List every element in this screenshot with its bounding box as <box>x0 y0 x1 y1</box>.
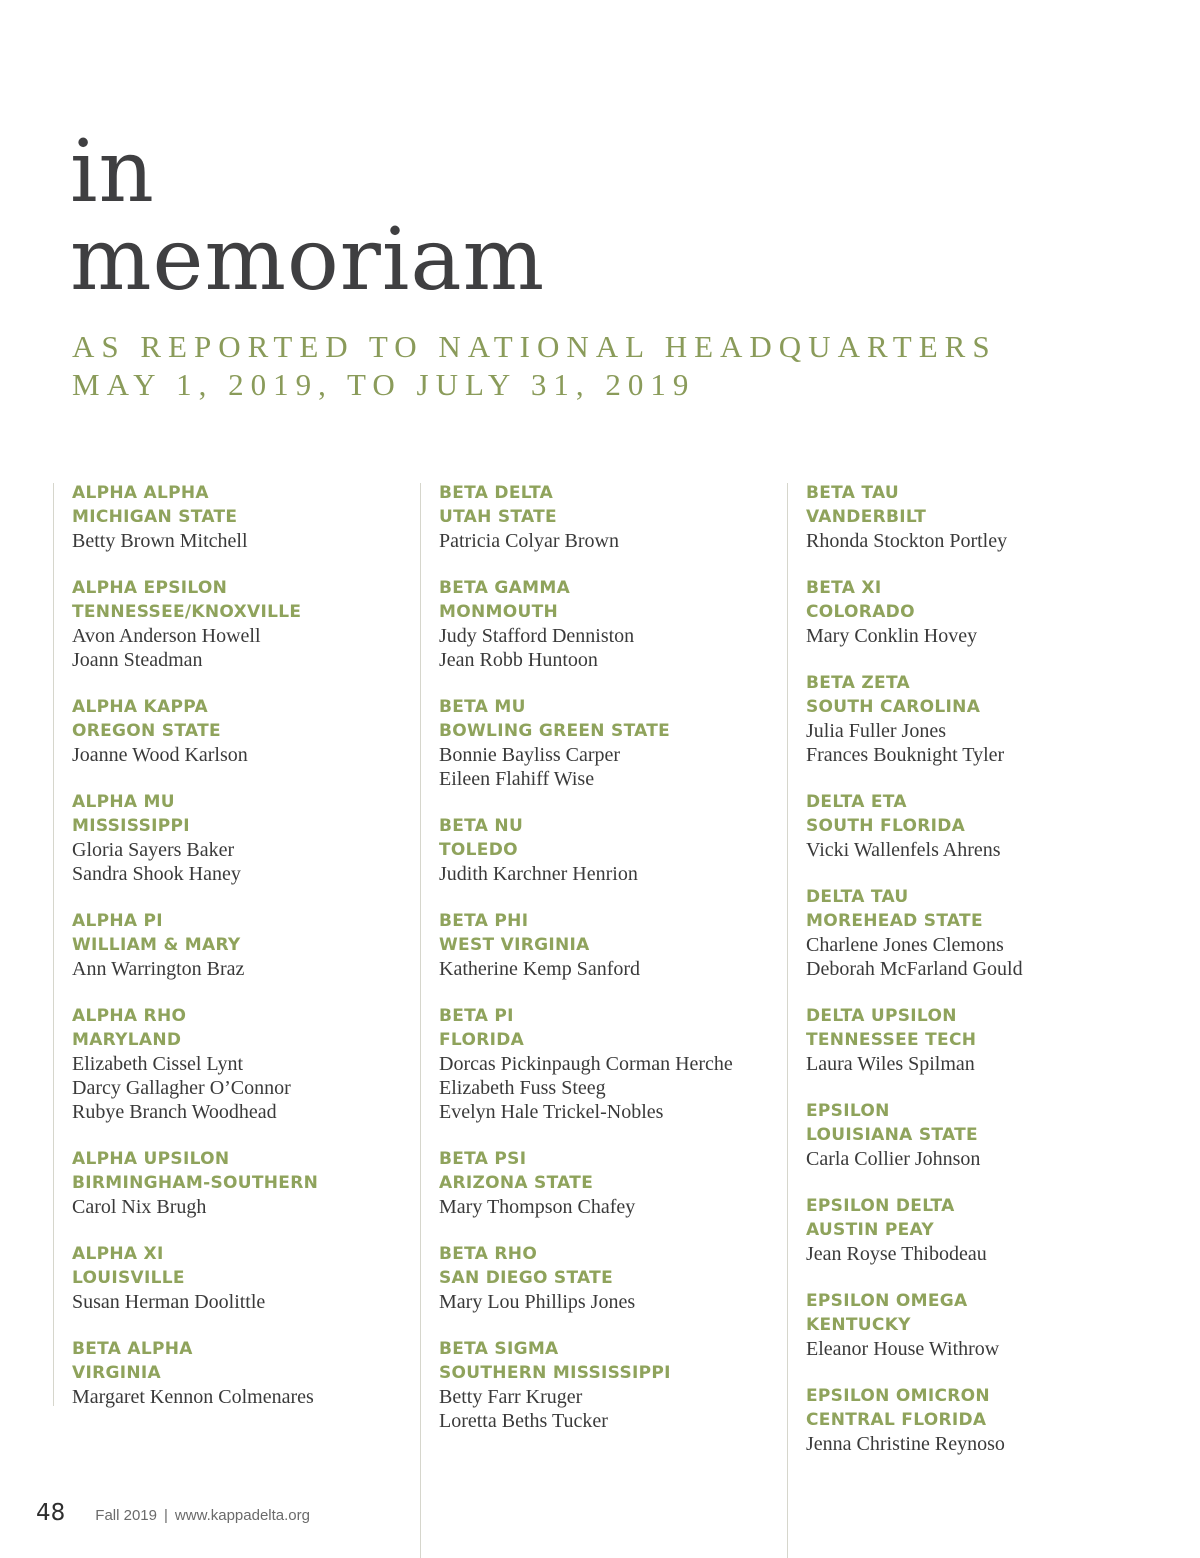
chapter-name: ALPHA RHO <box>72 1006 187 1026</box>
memorial-column-1 <box>72 481 417 1432</box>
school-name: SOUTH FLORIDA <box>806 816 966 836</box>
school-name: BIRMINGHAM-SOUTHERN <box>72 1173 319 1193</box>
column-divider-2 <box>420 483 421 1558</box>
member-name: Susan Herman Doolittle <box>72 1291 266 1313</box>
member-name: Deborah McFarland Gould <box>806 958 1023 980</box>
chapter-name: DELTA UPSILON <box>806 1006 957 1026</box>
chapter-entry <box>72 576 417 672</box>
subtitle-line-2: MAY 1, 2019, TO JULY 31, 2019 <box>72 367 696 402</box>
member-name: Laura Wiles Spilman <box>806 1053 975 1075</box>
chapter-entry <box>439 1004 784 1124</box>
chapter-name: EPSILON <box>806 1101 890 1121</box>
member-name: Joanne Wood Karlson <box>72 744 248 766</box>
school-name: TENNESSEE/KNOXVILLE <box>72 602 302 622</box>
member-name: Betty Brown Mitchell <box>72 530 248 552</box>
chapter-entry <box>806 885 1151 981</box>
chapter-entry <box>72 1242 417 1314</box>
chapter-entry <box>806 1099 1151 1171</box>
member-name: Sandra Shook Haney <box>72 863 241 885</box>
chapter-name: ALPHA UPSILON <box>72 1149 230 1169</box>
chapter-name: BETA PSI <box>439 1149 527 1169</box>
chapter-name: BETA SIGMA <box>439 1339 559 1359</box>
subtitle <box>72 328 997 404</box>
member-name: Charlene Jones Clemons <box>806 934 1004 956</box>
school-name: WEST VIRGINIA <box>439 935 590 955</box>
member-name: Mary Lou Phillips Jones <box>439 1291 636 1313</box>
page-number: 48 <box>36 1500 66 1526</box>
school-name: SOUTH CAROLINA <box>806 697 981 717</box>
chapter-name: BETA PHI <box>439 911 529 931</box>
member-name: Betty Farr Kruger <box>439 1386 583 1408</box>
school-name: LOUISVILLE <box>72 1268 185 1288</box>
school-name: VIRGINIA <box>72 1363 161 1383</box>
issue-label: Fall 2019 <box>95 1507 157 1524</box>
member-name: Rubye Branch Woodhead <box>72 1101 277 1123</box>
chapter-name: BETA XI <box>806 578 882 598</box>
chapter-name: ALPHA MU <box>72 792 175 812</box>
memorial-column-3 <box>806 481 1151 1479</box>
member-name: Elizabeth Cissel Lynt <box>72 1053 244 1075</box>
chapter-entry <box>439 1337 784 1433</box>
member-name: Carol Nix Brugh <box>72 1196 207 1218</box>
member-name: Jean Royse Thibodeau <box>806 1243 987 1265</box>
school-name: KENTUCKY <box>806 1315 911 1335</box>
school-name: TOLEDO <box>439 840 518 860</box>
chapter-entry <box>806 481 1151 553</box>
member-name: Elizabeth Fuss Steeg <box>439 1077 606 1099</box>
member-name: Evelyn Hale Trickel-Nobles <box>439 1101 664 1123</box>
member-name: Vicki Wallenfels Ahrens <box>806 839 1001 861</box>
chapter-entry <box>806 1004 1151 1076</box>
chapter-entry <box>72 1147 417 1219</box>
member-name: Gloria Sayers Baker <box>72 839 235 861</box>
chapter-entry <box>72 909 417 981</box>
school-name: ARIZONA STATE <box>439 1173 594 1193</box>
column-divider-3 <box>787 483 788 1558</box>
chapter-name: ALPHA PI <box>72 911 163 931</box>
chapter-entry <box>72 695 417 767</box>
school-name: WILLIAM & MARY <box>72 935 241 955</box>
website-link[interactable]: www.kappadelta.org <box>174 1507 310 1524</box>
member-name: Judy Stafford Denniston <box>439 625 635 647</box>
footer-separator: | <box>164 1507 168 1524</box>
chapter-name: BETA GAMMA <box>439 578 571 598</box>
chapter-name: DELTA ETA <box>806 792 907 812</box>
chapter-name: EPSILON OMICRON <box>806 1386 990 1406</box>
chapter-entry <box>439 695 784 791</box>
member-name: Avon Anderson Howell <box>72 625 261 647</box>
chapter-name: BETA DELTA <box>439 483 554 503</box>
member-name: Joann Steadman <box>72 649 203 671</box>
chapter-entry <box>439 576 784 672</box>
member-name: Mary Conklin Hovey <box>806 625 978 647</box>
chapter-entry <box>439 909 784 981</box>
member-name: Loretta Beths Tucker <box>439 1410 608 1432</box>
member-name: Ann Warrington Braz <box>72 958 245 980</box>
school-name: AUSTIN PEAY <box>806 1220 934 1240</box>
chapter-entry <box>72 790 417 886</box>
page-title <box>70 122 546 310</box>
school-name: TENNESSEE TECH <box>806 1030 977 1050</box>
column-divider-1 <box>53 483 54 1406</box>
member-name: Patricia Colyar Brown <box>439 530 619 552</box>
chapter-name: BETA RHO <box>439 1244 538 1264</box>
member-name: Eleanor House Withrow <box>806 1338 1000 1360</box>
chapter-name: BETA PI <box>439 1006 514 1026</box>
school-name: LOUISIANA STATE <box>806 1125 978 1145</box>
chapter-name: EPSILON OMEGA <box>806 1291 968 1311</box>
school-name: FLORIDA <box>439 1030 525 1050</box>
member-name: Carla Collier Johnson <box>806 1148 981 1170</box>
school-name: MISSISSIPPI <box>72 816 190 836</box>
member-name: Judith Karchner Henrion <box>439 863 638 885</box>
chapter-name: ALPHA ALPHA <box>72 483 209 503</box>
memorial-column-2 <box>439 481 784 1456</box>
chapter-entry <box>439 1242 784 1314</box>
member-name: Frances Bouknight Tyler <box>806 744 1005 766</box>
chapter-entry <box>72 1337 417 1409</box>
member-name: Jenna Christine Reynoso <box>806 1433 1005 1455</box>
school-name: SAN DIEGO STATE <box>439 1268 613 1288</box>
member-name: Mary Thompson Chafey <box>439 1196 636 1218</box>
chapter-name: BETA ZETA <box>806 673 910 693</box>
member-name: Julia Fuller Jones <box>806 720 946 742</box>
school-name: UTAH STATE <box>439 507 557 527</box>
chapter-name: EPSILON DELTA <box>806 1196 955 1216</box>
school-name: MONMOUTH <box>439 602 558 622</box>
chapter-name: ALPHA XI <box>72 1244 164 1264</box>
chapter-entry <box>806 1384 1151 1456</box>
member-name: Dorcas Pickinpaugh Corman Herche <box>439 1053 733 1075</box>
chapter-name: ALPHA KAPPA <box>72 697 208 717</box>
school-name: BOWLING GREEN STATE <box>439 721 671 741</box>
member-name: Bonnie Bayliss Carper <box>439 744 621 766</box>
chapter-entry <box>806 790 1151 862</box>
member-name: Katherine Kemp Sanford <box>439 958 641 980</box>
school-name: COLORADO <box>806 602 915 622</box>
chapter-name: BETA ALPHA <box>72 1339 193 1359</box>
chapter-entry <box>806 671 1151 767</box>
member-name: Jean Robb Huntoon <box>439 649 598 671</box>
chapter-entry <box>439 481 784 553</box>
chapter-entry <box>806 1289 1151 1361</box>
member-name: Darcy Gallagher O’Connor <box>72 1077 291 1099</box>
chapter-name: BETA NU <box>439 816 524 836</box>
chapter-name: BETA TAU <box>806 483 900 503</box>
chapter-name: DELTA TAU <box>806 887 909 907</box>
member-name: Margaret Kennon Colmenares <box>72 1386 314 1408</box>
chapter-entry <box>72 1004 417 1124</box>
chapter-name: ALPHA EPSILON <box>72 578 228 598</box>
chapter-entry <box>72 481 417 553</box>
school-name: CENTRAL FLORIDA <box>806 1410 987 1430</box>
page-footer <box>36 1500 310 1532</box>
school-name: SOUTHERN MISSISSIPPI <box>439 1363 671 1383</box>
member-name: Eileen Flahiff Wise <box>439 768 595 790</box>
chapter-entry <box>439 1147 784 1219</box>
school-name: MICHIGAN STATE <box>72 507 238 527</box>
school-name: OREGON STATE <box>72 721 221 741</box>
school-name: MARYLAND <box>72 1030 182 1050</box>
title-line-in: in <box>70 122 155 222</box>
title-line-memoriam: memoriam <box>70 210 546 310</box>
chapter-entry <box>806 576 1151 648</box>
chapter-entry <box>806 1194 1151 1266</box>
member-name: Rhonda Stockton Portley <box>806 530 1008 552</box>
subtitle-line-1: AS REPORTED TO NATIONAL HEADQUARTERS <box>72 329 997 364</box>
school-name: VANDERBILT <box>806 507 927 527</box>
chapter-entry <box>439 814 784 886</box>
chapter-name: BETA MU <box>439 697 526 717</box>
school-name: MOREHEAD STATE <box>806 911 983 931</box>
